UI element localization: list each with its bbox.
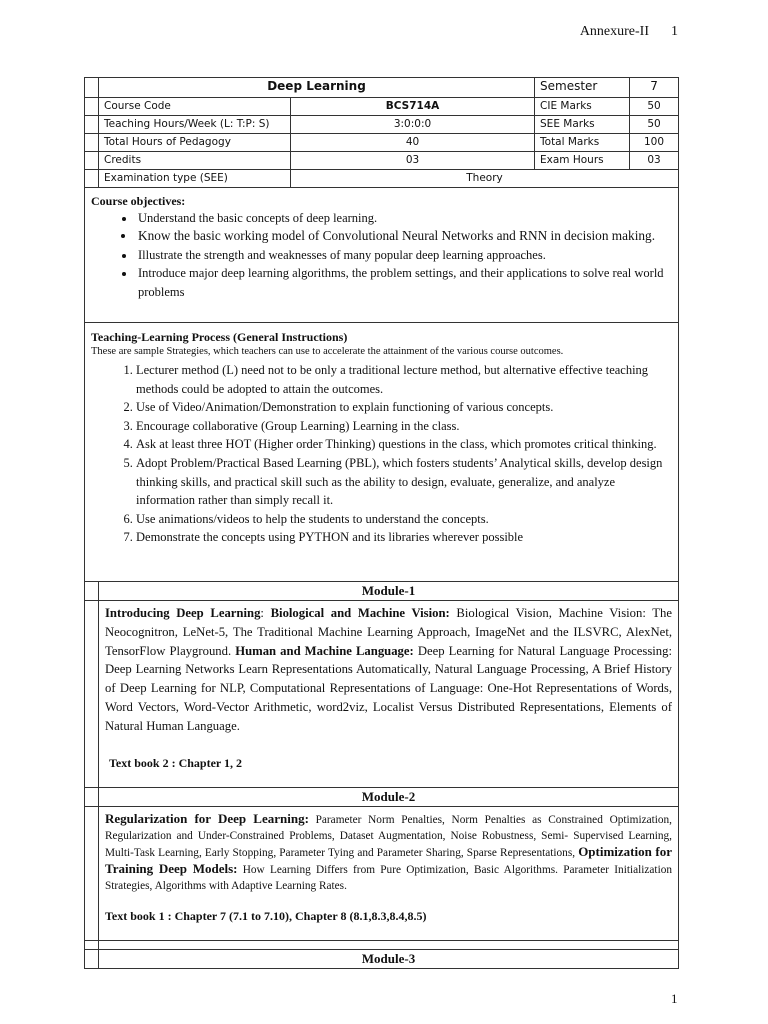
tlp-item: 2. Use of Video/Animation/Demonstration to explain functioning of various concepts. (136, 398, 672, 417)
module1-topic-language: Human and Machine Language: (235, 643, 414, 658)
cie-marks-value: 50 (630, 98, 679, 116)
total-marks-value: 100 (630, 134, 679, 152)
teaching-hours-row (85, 116, 679, 134)
objective-item: • Know the basic working model of Convolutional Neural Networks and RNN in decision making. (136, 227, 672, 245)
objectives-title: Course objectives: (91, 194, 186, 208)
module1-content-row (85, 601, 679, 788)
pedagogy-hours-row (85, 134, 679, 152)
exam-type-value: Theory (291, 170, 679, 188)
credits-row (85, 152, 679, 170)
objective-item: • Introduce major deep learning algorithms, the problem settings, and their applications to solve real world problems (136, 264, 672, 301)
module-spacer-row (85, 941, 679, 950)
module1-heading-row (85, 582, 679, 601)
exam-hours-label: Exam Hours (535, 152, 630, 170)
exam-type-label: Examination type (SEE) (99, 170, 291, 188)
module1-heading: Module-1 (99, 582, 679, 601)
pedagogy-hours-label: Total Hours of Pedagogy (99, 134, 291, 152)
module3-heading-row (85, 950, 679, 969)
tlp-item: 6. Use animations/videos to help the students to understand the concepts. (136, 510, 672, 529)
annexure-label: Annexure-II (579, 24, 649, 39)
tlp-item: 4. Ask at least three HOT (Higher order Thinking) questions in the class, which promotes critical thinking. (136, 435, 672, 454)
syllabus-table (84, 77, 679, 969)
teaching-hours-label: Teaching Hours/Week (L: T:P: S) (99, 116, 291, 134)
see-marks-label: SEE Marks (535, 116, 630, 134)
tlp-note: These are sample Strategies, which teachers can use to accelerate the attainment of the various course outcomes. (91, 346, 564, 357)
credits-value: 03 (291, 152, 535, 170)
tlp-item: 1. Lecturer method (L) need not to be only a traditional lecture method, but alternative effective teaching methods could be adopted to attain the outcomes. (136, 361, 672, 398)
tlp-list (91, 361, 672, 547)
module1-text-vision: Biological Vision, Machine Vision: The Neocognitron, LeNet-5, The Traditional Machine Learning Approach, ImageNet and the ILSVRC, AlexNet, TensorFlow Playground. (105, 606, 673, 658)
module2-topic-optimization: Optimization for Training Deep Models: (105, 844, 673, 877)
course-code-value: BCS714A (291, 98, 535, 116)
tlp-item: 5. Adopt Problem/Practical Based Learning (PBL), which fosters students’ Analytical skills, develop design thinking skills, and practical skill such as the ability to design, evaluate, generalize, and analyze information rather than simply recall it. (136, 454, 672, 510)
objective-item: • Understand the basic concepts of deep learning. (136, 209, 672, 227)
see-marks-value: 50 (630, 116, 679, 134)
module1-topic-intro: Introducing Deep Learning (105, 606, 261, 620)
course-code-row (85, 98, 679, 116)
module1-topic-vision: Biological and Machine Vision: (270, 606, 450, 620)
tlp-row (85, 323, 679, 582)
module1-text-language: Deep Learning for Natural Language Processing: Deep Learning Networks Learn Representations Automatically, Natural Language Processing, A Brief History of Deep Learning for NLP, Computational Representations of Language: One-Hot Representations of Words, Word Vectors, Word-Vector Arithmetic, word2viz, Localist Versus Distributed Representations, Elements of Natural Human Language. (105, 643, 673, 733)
pedagogy-hours-value: 40 (291, 134, 535, 152)
semester-value: 7 (630, 78, 679, 98)
teaching-learning-process (85, 323, 679, 582)
tlp-item: 3. Encourage collaborative (Group Learning) Learning in the class. (136, 417, 672, 436)
module3-heading: Module-3 (99, 950, 679, 969)
module1-sep: : (260, 606, 271, 620)
module2-heading: Module-2 (99, 788, 679, 807)
course-objectives (85, 188, 679, 323)
course-title: Deep Learning (99, 78, 535, 98)
module1-textbook: Text book 2 : Chapter 1, 2 (109, 755, 243, 770)
page-header (580, 24, 678, 40)
credits-label: Credits (99, 152, 291, 170)
semester-label: Semester (535, 78, 630, 98)
syllabus-sheet (84, 77, 678, 969)
module2-heading-row (85, 788, 679, 807)
tlp-item: 7. Demonstrate the concepts using PYTHON and its libraries wherever possible (136, 528, 672, 547)
total-marks-label: Total Marks (535, 134, 630, 152)
module2-topic-regularization: Regularization for Deep Learning: (105, 811, 309, 827)
module2-content (99, 807, 679, 941)
module2-text-optimization: How Learning Differs from Pure Optimization, Basic Algorithms. Parameter Initialization Strategies, Algorithms with Adaptive Learning Rates. (105, 864, 673, 893)
cie-marks-label: CIE Marks (535, 98, 630, 116)
objectives-row (85, 188, 679, 323)
teaching-hours-value: 3:0:0:0 (291, 116, 535, 134)
header-page-number: 1 (671, 24, 678, 39)
exam-type-row (85, 170, 679, 188)
tlp-title: Teaching-Learning Process (General Instructions) (91, 330, 348, 344)
module1-content (99, 601, 679, 788)
course-code-label: Course Code (99, 98, 291, 116)
course-title-row (85, 78, 679, 98)
footer-page-number: 1 (671, 991, 678, 1006)
module2-content-row (85, 807, 679, 941)
module2-textbook: Text book 1 : Chapter 7 (7.1 to 7.10), Chapter 8 (8.1,8.3,8.4,8.5) (105, 909, 427, 924)
module2-text-regularization: Parameter Norm Penalties, Norm Penalties as Constrained Optimization, Regularization and Under-Constrained Problems, Dataset Augmentation, Noise Robustness, Semi- Supervised Learning, Multi-Task Learning, Early Stopping, Parameter Tying and Parameter Sharing, Sparse Representations, (105, 814, 673, 860)
objectives-list (91, 209, 672, 301)
objective-item: • Illustrate the strength and weaknesses of many popular deep learning approaches. (136, 246, 672, 264)
exam-hours-value: 03 (630, 152, 679, 170)
